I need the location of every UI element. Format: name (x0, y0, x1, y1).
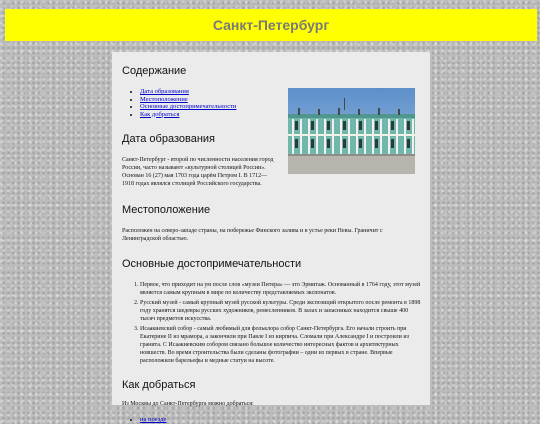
route-link-train[interactable]: на поезде (140, 416, 167, 423)
sight-hermitage: 1. Первое, что приходит на ум после слов «музеи Питера» — это Эрмитаж. Основанный в 1764 году, этот музей является самым крупным в мире по количеству представляемых экспонатов. (140, 281, 421, 297)
header-banner (5, 9, 537, 41)
toc-item (140, 96, 290, 104)
founding-heading: Дата образования (122, 133, 215, 145)
content-card (112, 52, 430, 423)
location-heading: Местоположение (122, 204, 211, 216)
toc-link-location[interactable]: Местоположение (140, 95, 188, 103)
toc-item (140, 103, 290, 111)
page-title: Санкт-Петербург (212, 17, 330, 33)
toc-list (122, 88, 290, 118)
location-text: Расположен на северо-западе страны, на побережье Финского залива и в устье реки Невы. Граничит с Ленинградской областью. (122, 228, 383, 242)
route-list (122, 416, 421, 424)
toc-heading: Содержание (122, 65, 187, 77)
winter-palace-photo (288, 88, 415, 174)
sights-heading: Основные достопримечательности (122, 258, 302, 270)
route-heading: Как добраться (122, 379, 196, 391)
sights-list (122, 281, 421, 365)
winter-palace-image (288, 88, 415, 174)
toc-item (140, 88, 290, 96)
route-item-train (140, 416, 421, 424)
toc-link-sights[interactable]: Основные достопримечательности (140, 103, 237, 110)
route-intro: Из Москвы до Санкт-Петербурга можно добраться: (122, 401, 254, 407)
sight-isaac-cathedral: 3. Исаакиевский собор - самый любимый для фольклора собор Санкт-Петербурга. Его начали строить при Екатерине II из мрамора, а закончили при Павле I из кирпича. Сломали при Александре I и построили из гранита. С Исаакиевским собором связано большое количество интересных фактов и архитектурных новшеств. Во время строительства были сделаны фотографии – одни из первых в стране. Впервые расположили барельефы и медные статуи на высоте. (140, 325, 421, 365)
toc-link-route[interactable]: Как добраться (140, 110, 180, 118)
founding-text: Санкт-Петербург - второй по численности населения город России, часто называют «культурной столицей России». Основан 16 (27) мая 1703 года царём Петром I. В 1712—1918 годах являлся столицей Российского государства. (122, 157, 274, 187)
sight-russian-museum: 2. Русский музей - самый крупный музей русской культуры. Среди экспозиций открытого после ремонта в 1898 году хранятся шедевры русских художников, ремесленников. В залах и запасниках находится свыше 400 тысяч предметов искусства. (140, 299, 421, 323)
toc-item (140, 111, 290, 119)
toc-link-founding[interactable]: Дата образования (140, 88, 189, 95)
